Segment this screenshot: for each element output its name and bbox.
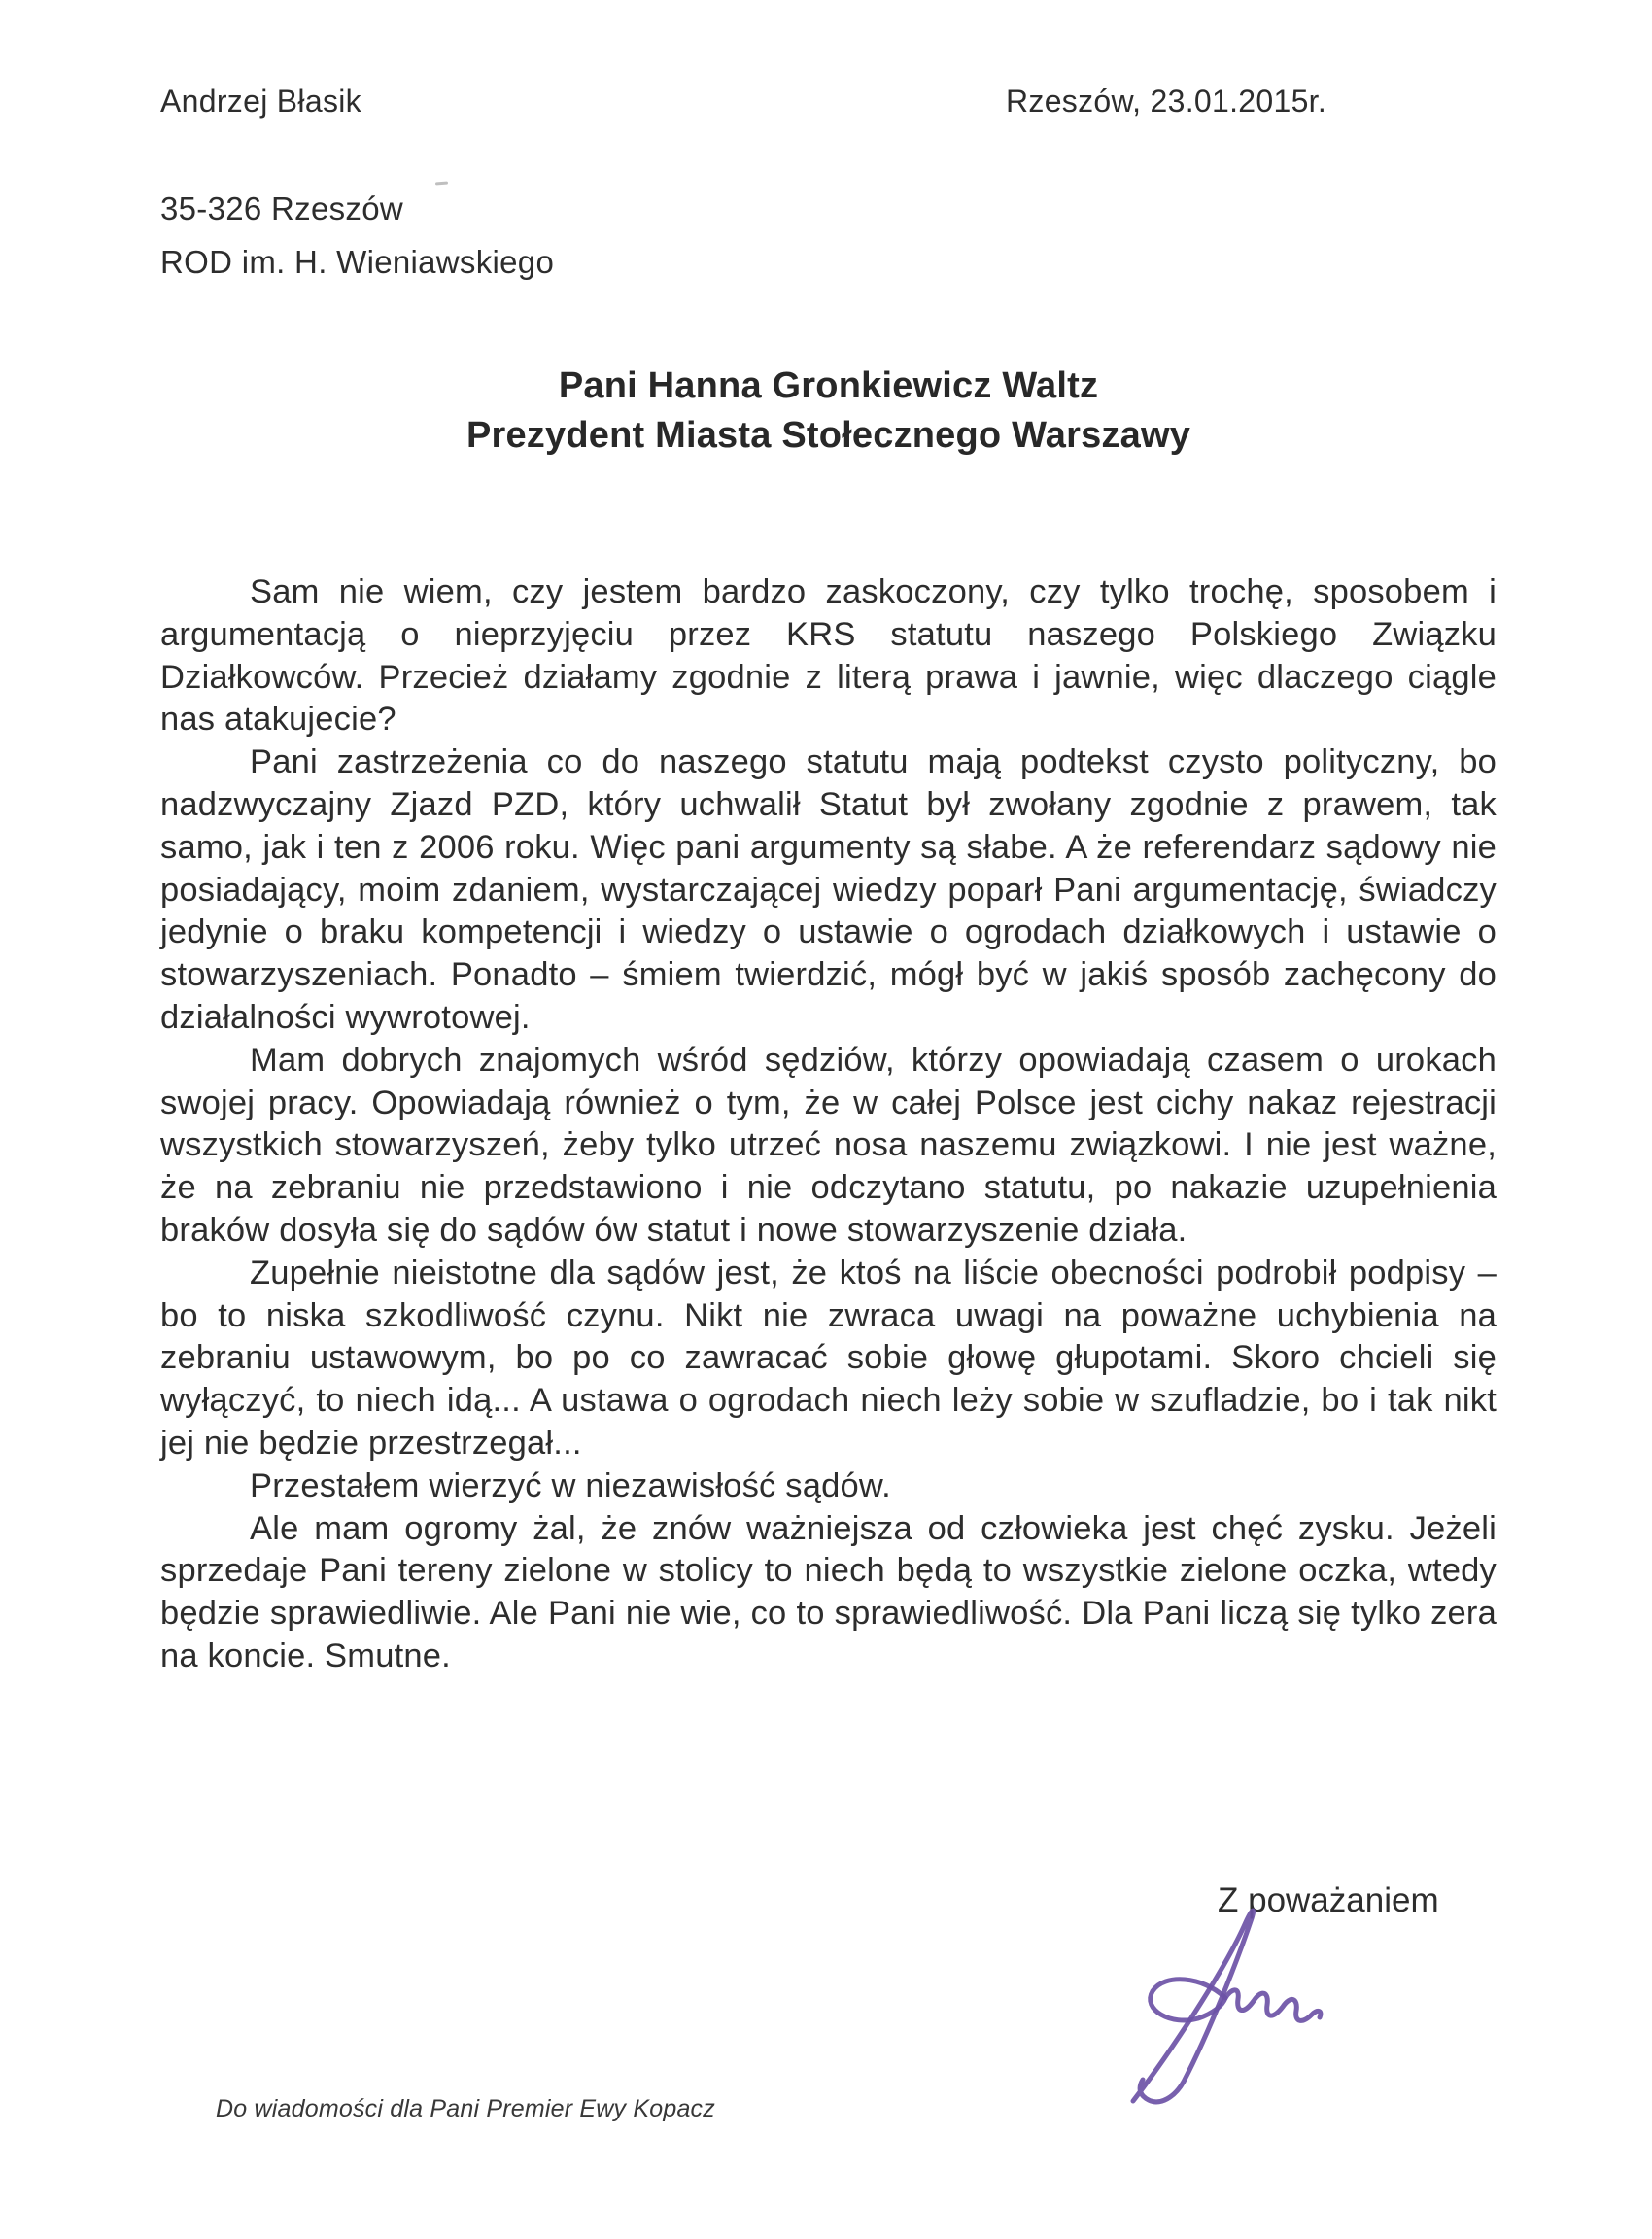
body-paragraph: Ale mam ogromy żal, że znów ważniejsza od człowieka jest chęć zysku. Jeżeli sprzedaje Pani tereny zielone w stolicy to niech będą to wszystkie zielone oczka, wtedy będzie sprawiedliwie. Ale Pani nie wie, co to sprawiedliwość. Dla Pani liczą się tylko zera na koncie. Smutne. [160,1509,1497,1674]
signature-stroke-humps [1225,1990,1321,2021]
cc-note: Do wiadomości dla Pani Premier Ewy Kopacz [216,2095,715,2122]
sender-organization: ROD im. H. Wieniawskiego [160,244,555,280]
sender-postal-code: 35-326 Rzeszów [160,190,403,226]
body-paragraph: Mam dobrych znajomych wśród sędziów, którzy opowiadają czasem o urokach swojej pracy. Opowiadają również o tym, że w całej Polsce jest cichy nakaz rejestracji wszystkich stowarzyszeń, żeby tylko utrzeć nosa naszemu związkowi. I nie jest ważne, że na zebraniu nie przedstawiono i nie odczytano statutu, po nakazie uzupełnienia braków dosyła się do sądów ów statut i nowe stowarzyszenie działa. [160,1041,1497,1249]
sender-name: Andrzej Błasik [160,84,361,119]
body-paragraph: Zupełnie nieistotne dla sądów jest, że ktoś na liście obecności podrobił podpisy – bo to niska szkodliwość czynu. Nikt nie zwraca uwagi na poważne uchybienia na zebraniu ustawowym, bo po co zawracać sobie głowę głupotami. Skoro chcieli się wyłączyć, to niech idą... A ustawa o ogrodach niech leży sobie w szufladzie, bo i tak nikt jej nie będzie przestrzegał... [160,1254,1497,1462]
place-and-date: Rzeszów, 23.01.2015r. [1006,84,1327,119]
scan-artifact-dash [435,182,448,186]
recipient-name: Pani Hanna Gronkiewicz Waltz [558,365,1099,406]
body-paragraph: Przestałem wierzyć w niezawisłość sądów. [250,1466,891,1504]
closing-salutation: Z poważaniem [1218,1881,1439,1919]
body-paragraph: Sam nie wiem, czy jestem bardzo zaskoczony, czy tylko trochę, sposobem i argumentacją o nieprzyjęciu przez KRS statutu naszego Polskiego Związku Działkowców. Przecież działamy zgodnie z literą prawa i jawnie, więc dlaczego ciągle nas atakujecie? [160,573,1497,739]
recipient-title: Prezydent Miasta Stołecznego Warszawy [465,415,1191,456]
body-paragraph: Pani zastrzeżenia co do naszego statutu mają podtekst czysto polityczny, bo nadzwyczajny Zjazd PZD, który uchwalił Statut był zwołany zgodnie z prawem, tak samo, jak i ten z 2006 roku. Więc pani argumenty są słabe. A że referendarz sądowy nie posiadający, moim zdaniem, wystarczającej wiedzy poparł Pani argumentację, świadczy jedynie o braku kompetencji i wiedzy o ustawie o ogrodach działkowych i ustawie o stowarzyszeniach. Ponadto – śmiem twierdzić, mógł być w jakiś sposób zachęcony do działalności wywrotowej. [160,743,1497,1036]
letter-body [160,571,1497,1678]
recipient-block [160,362,1497,461]
handwritten-signature-icon [1116,1897,1370,2109]
